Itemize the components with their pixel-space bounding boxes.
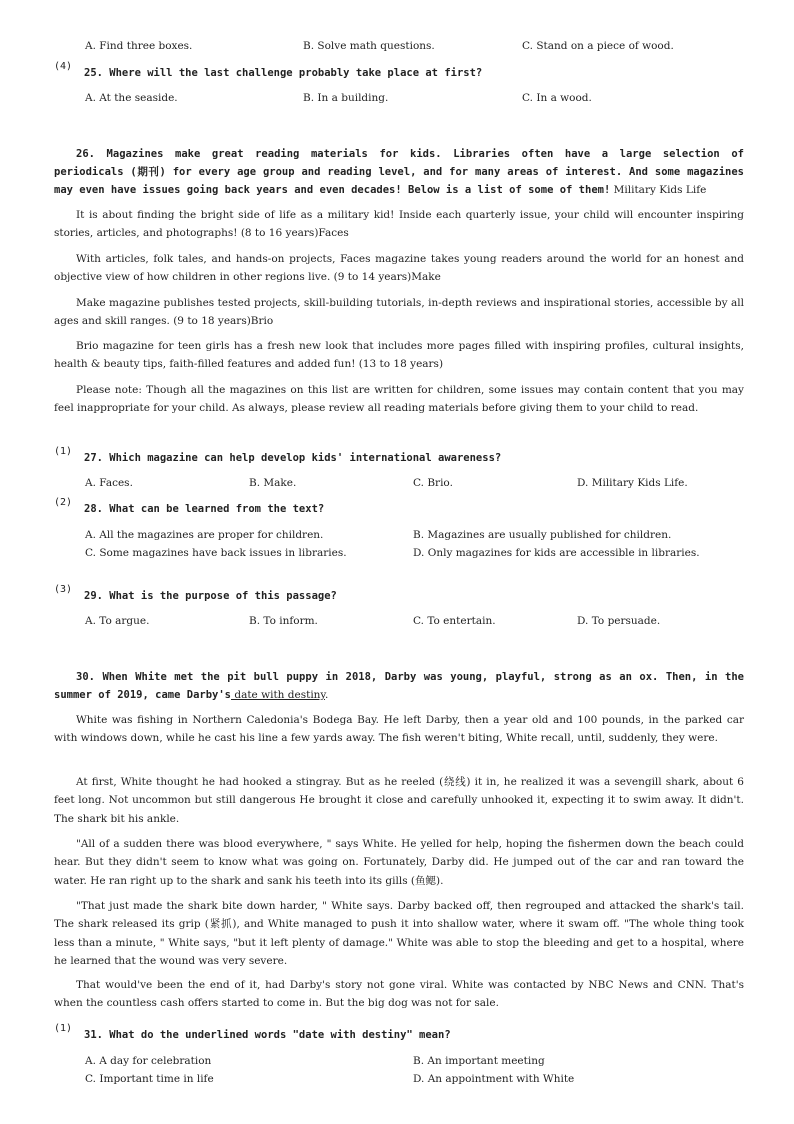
option-a[interactable]: A. At the seaside. [85, 92, 178, 104]
option-c[interactable]: C. To entertain. [413, 615, 496, 627]
paragraph: It is about finding the bright side of life as a military kid! Inside each quarterly issue, your child will encounter inspiring stories, articles, and photographs! (8 to 16 years)Faces [54, 209, 744, 240]
question-text: 27. Which magazine can help develop kids' international awareness? [84, 452, 502, 464]
option-d[interactable]: D. Military Kids Life. [577, 477, 688, 489]
option-b[interactable]: B. Magazines are usually published for children. [413, 529, 672, 541]
paragraph: "That just made the shark bite down harder, " White says. Darby backed off, then regrouped and attacked the shark's tail. The shark released its grip (紧抓), and White managed to push it into shallow water, where it swam off. "The whole thing took less than a minute, " White says, "but it left plenty of damage." White was able to stop the bleeding and get to a hospital, where he learned that the wound was very severe. [54, 900, 744, 967]
heading-tail: Military Kids Life [610, 184, 707, 196]
question-number: (1) [54, 1023, 73, 1034]
option-a[interactable]: A. All the magazines are proper for children. [85, 529, 324, 541]
option-a[interactable]: A. Find three boxes. [85, 40, 193, 52]
paragraph: That would've been the end of it, had Darby's story not gone viral. White was contacted by NBC News and CNN. That's when the countless cash offers started to come in. But the big dog was not for sale. [54, 979, 744, 1010]
paragraph: Brio magazine for teen girls has a fresh new look that includes more pages filled with inspiring profiles, cultural insights, health & beauty tips, faith-filled features and added fun! (13 to 18 years) [54, 340, 744, 371]
option-c[interactable]: C. Important time in life [85, 1073, 214, 1085]
option-b[interactable]: B. In a building. [303, 92, 389, 104]
option-b[interactable]: B. Solve math questions. [303, 40, 435, 52]
passage-26-heading [54, 145, 744, 199]
passage-30-heading [54, 668, 744, 704]
option-d[interactable]: D. Only magazines for kids are accessible in libraries. [413, 547, 700, 559]
option-a[interactable]: A. To argue. [85, 615, 150, 627]
option-a[interactable]: A. A day for celebration [85, 1055, 212, 1067]
question-number: (3) [54, 584, 73, 595]
heading-text: 30. When White met the pit bull puppy in 2018, Darby was young, playful, strong as an ox. Then, in the summer of 2019, came Darby's [54, 671, 744, 701]
question-number: (2) [54, 497, 73, 508]
question-text: 31. What do the underlined words "date with destiny" mean? [84, 1029, 451, 1041]
option-c[interactable]: C. Stand on a piece of wood. [522, 40, 674, 52]
option-c[interactable]: C. In a wood. [522, 92, 592, 104]
paragraph: Please note: Though all the magazines on this list are written for children, some issues may contain content that you may feel inappropriate for your child. As always, please review all reading materials before giving them to your child to read. [54, 384, 744, 415]
option-b[interactable]: B. Make. [249, 477, 297, 489]
paragraph: White was fishing in Northern Caledonia's Bodega Bay. He left Darby, then a year old and 100 pounds, in the parked car with windows down, while he cast his line a few yards away. The fish weren't biting, White recall, until, suddenly, they were. [54, 714, 744, 745]
option-c[interactable]: C. Some magazines have back issues in libraries. [85, 547, 347, 559]
option-b[interactable]: B. An important meeting [413, 1055, 545, 1067]
heading-end: . [324, 689, 329, 701]
question-text: 29. What is the purpose of this passage? [84, 590, 337, 602]
paragraph: "All of a sudden there was blood everywhere, " says White. He yelled for help, hoping the fishermen down the beach could hear. But they didn't seem to know what was going on. Fortunately, Darby did. He jumped out of the car and ran toward the water. He ran right up to the shark and sank his teeth into its gills (鱼鳃). [54, 838, 744, 887]
underlined-phrase: date with destiny [231, 689, 325, 701]
question-number: (4) [54, 61, 73, 72]
option-a[interactable]: A. Faces. [85, 477, 133, 489]
heading-text: 26. Magazines make great reading materials for kids. Libraries often have a large selection of periodicals (期刊) for every age group and reading level, and for many areas of interest. And some magazines may even have issues going back years and even decades! Below is a list of some of them! [54, 148, 744, 196]
option-d[interactable]: D. An appointment with White [413, 1073, 575, 1085]
question-text: 25. Where will the last challenge probably take place at first? [84, 67, 483, 79]
option-b[interactable]: B. To inform. [249, 615, 318, 627]
option-d[interactable]: D. To persuade. [577, 615, 661, 627]
question-text: 28. What can be learned from the text? [84, 503, 325, 515]
option-c[interactable]: C. Brio. [413, 477, 453, 489]
paragraph: Make magazine publishes tested projects, skill-building tutorials, in-depth reviews and inspirational stories, accessible by all ages and skill ranges. (9 to 18 years)Brio [54, 297, 744, 328]
paragraph: With articles, folk tales, and hands-on projects, Faces magazine takes young readers around the world for an honest and objective view of how children in other regions live. (9 to 14 years)Make [54, 253, 744, 284]
paragraph: At first, White thought he had hooked a stingray. But as he reeled (绕线) it in, he realized it was a sevengill shark, about 6 feet long. Not uncommon but still dangerous He brought it close and carefully unhooked it, expecting it to swim away. It didn't. The shark bit his ankle. [54, 776, 744, 825]
question-number: (1) [54, 446, 73, 457]
